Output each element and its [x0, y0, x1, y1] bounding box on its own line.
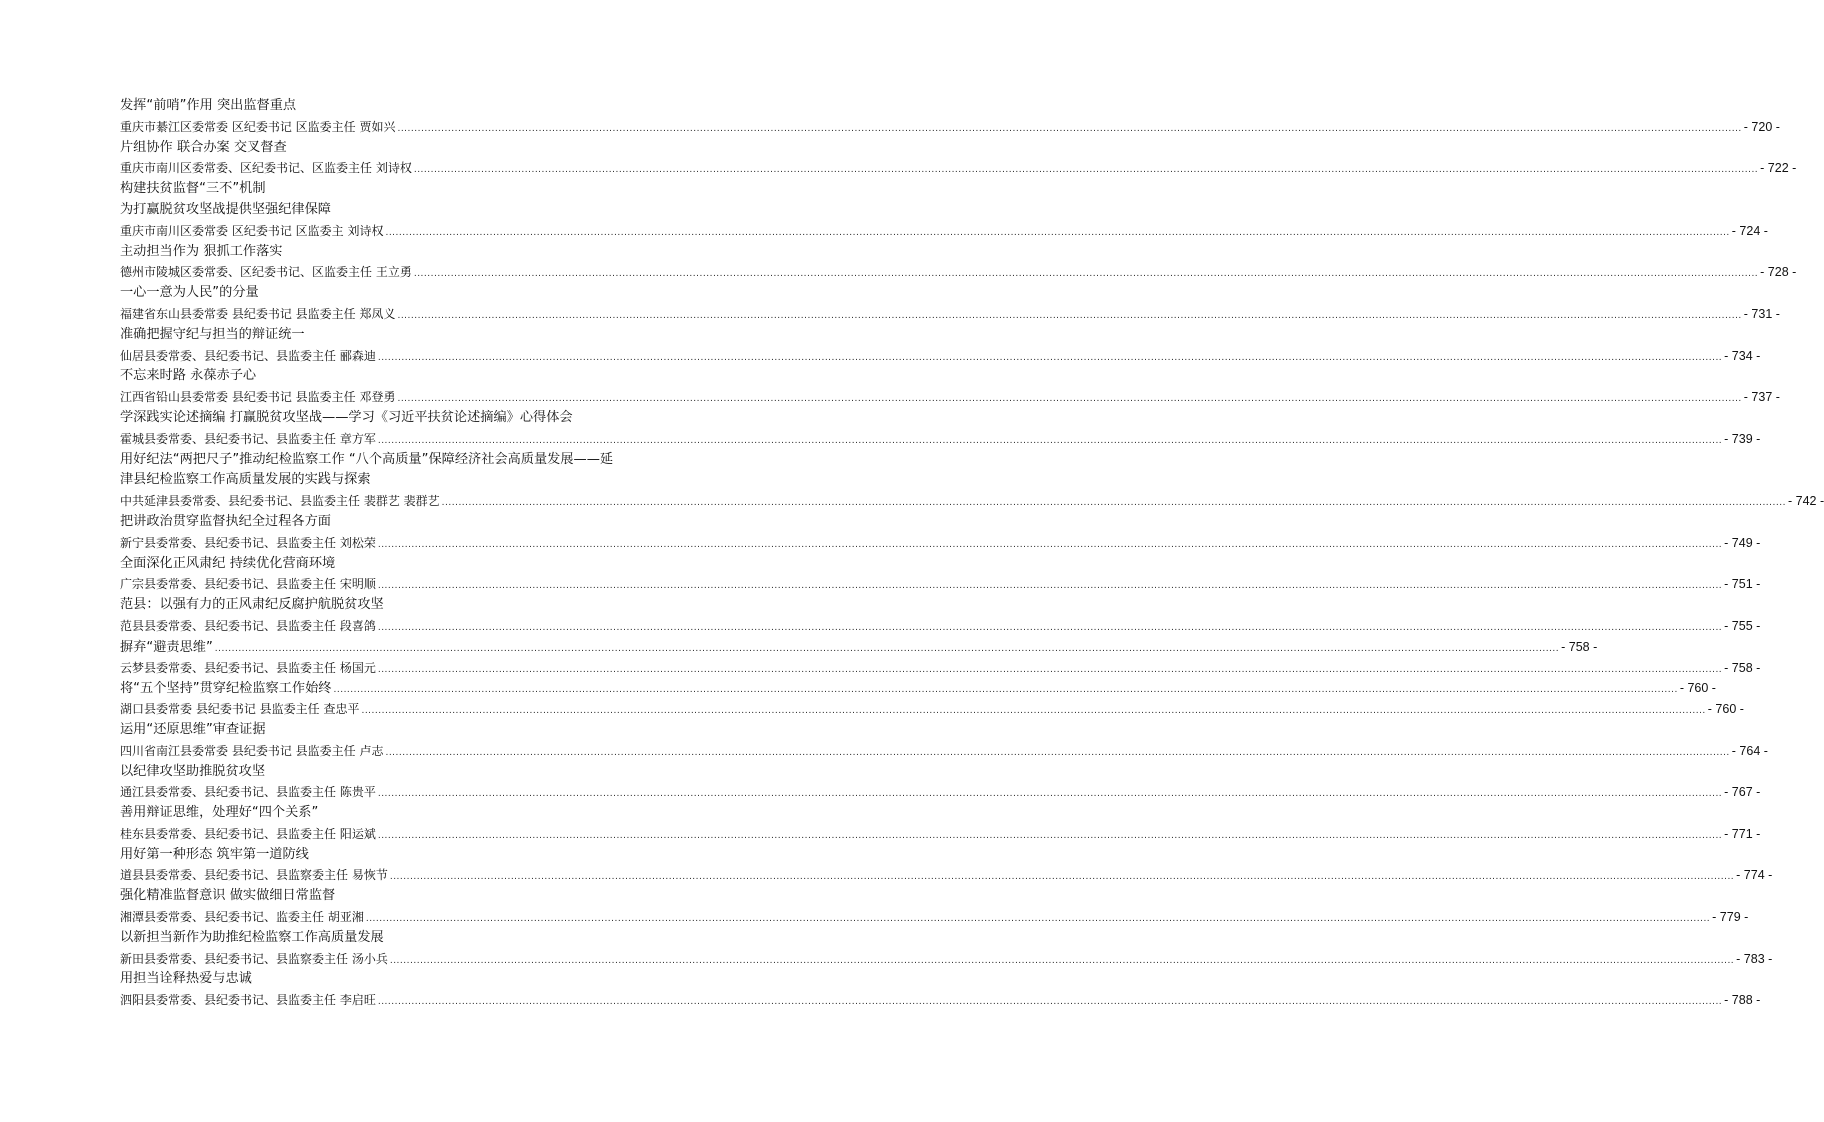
toc-entry-author[interactable] [120, 158, 1797, 179]
toc-page-number: - 760 - [1679, 681, 1716, 696]
toc-entry-title[interactable] [120, 969, 676, 990]
toc-entry-title[interactable] [120, 845, 676, 866]
toc-entry-title[interactable] [120, 470, 676, 491]
toc-page-number: - 764 - [1731, 743, 1768, 758]
toc-page-number: - 728 - [1760, 265, 1797, 280]
dot-leader: ................................................................................................................................................................................................................................................................................................................................................................................................................ [385, 227, 1730, 238]
dot-leader: ................................................................................................................................................................................................................................................................................................................................................................................................................ [377, 435, 1723, 446]
toc-page-number: - 731 - [1743, 306, 1780, 321]
toc-entry-author[interactable] [120, 533, 1761, 554]
toc-page-number: - 734 - [1724, 348, 1761, 363]
toc-entry-title[interactable] [120, 595, 676, 616]
dot-leader: ................................................................................................................................................................................................................................................................................................................................................................................................................ [361, 706, 1706, 717]
toc-title-text: 善用辩证思维，处理好“四个关系” [120, 805, 319, 821]
toc-entry-author[interactable] [120, 346, 1761, 367]
toc-page-number: - 779 - [1712, 910, 1749, 925]
toc-entry-author[interactable] [120, 117, 1780, 138]
toc-author-text: 重庆市綦江区委常委 区纪委书记 区监委主任 贾如兴 [120, 119, 396, 134]
toc-page-number: - 749 - [1724, 535, 1761, 550]
dot-leader: ................................................................................................................................................................................................................................................................................................................................................................................................................ [377, 539, 1723, 550]
toc-entry-author[interactable] [120, 824, 1761, 845]
toc-entry-author[interactable] [120, 574, 1761, 595]
toc-page-number: - 783 - [1736, 951, 1773, 966]
toc-entry-author[interactable] [120, 699, 1744, 720]
toc-entry-title[interactable] [120, 554, 676, 575]
toc-title-text: 用好第一种形态 筑牢第一道防线 [120, 846, 309, 862]
toc-page-number: - 758 - [1724, 660, 1761, 675]
toc-title-text: 将“五个坚持”贯穿纪检监察工作始终 [120, 681, 332, 697]
toc-author-text: 中共延津县委常委、县纪委书记、县监委主任 裴群艺 裴群艺 [120, 494, 440, 509]
toc-entry-title[interactable] [120, 762, 676, 783]
toc-entry-title[interactable] [120, 283, 676, 304]
toc-entry-title[interactable] [120, 450, 676, 471]
dot-leader: ................................................................................................................................................................................................................................................................................................................................................................................................................ [377, 830, 1723, 841]
toc-author-text: 泗阳县委常委、县纪委书记、县监委主任 李启旺 [120, 993, 376, 1008]
toc-author-text: 新田县委常委、县纪委书记、县监察委主任 汤小兵 [120, 951, 388, 966]
toc-title-text: 片组协作 联合办案 交叉督查 [120, 139, 287, 155]
toc-author-text: 重庆市南川区委常委 区纪委书记 区监委主 刘诗权 [120, 223, 384, 238]
toc-entry-author[interactable] [120, 387, 1780, 408]
toc-title-text: 用好纪法“两把尺子”推动纪检监察工作 “八个高质量”保障经济社会高质量发展——延 [120, 451, 614, 467]
toc-author-text: 湖口县委常委 县纪委书记 县监委主任 查忠平 [120, 702, 360, 717]
dot-leader: ................................................................................................................................................................................................................................................................................................................................................................................................................ [441, 498, 1786, 509]
toc-page-number: - 737 - [1743, 390, 1780, 405]
toc-entry-title[interactable] [120, 512, 676, 533]
toc-entry-title[interactable] [120, 200, 676, 221]
toc-title-text: 学深践实论述摘编 打赢脱贫攻坚战——学习《习近平扶贫论述摘编》心得体会 [120, 409, 573, 425]
dot-leader: ................................................................................................................................................................................................................................................................................................................................................................................................................ [397, 123, 1742, 134]
toc-title-text: 以纪律攻坚助推脱贫攻坚 [120, 763, 266, 779]
toc-title-text: 发挥“前哨”作用 突出监督重点 [120, 98, 297, 113]
toc-author-text: 江西省铅山县委常委 县纪委书记 县监委主任 邓登勇 [120, 390, 396, 405]
toc-title-text: 运用“还原思维”审查证据 [120, 721, 266, 737]
toc-page-number: - 760 - [1707, 702, 1744, 717]
toc-author-text: 德州市陵城区委常委、区纪委书记、区监委主任 王立勇 [120, 265, 412, 280]
toc-title-text: 津县纪检监察工作高质量发展的实践与探索 [120, 472, 371, 488]
toc-author-text: 桂东县委常委、县纪委书记、县监委主任 阳运斌 [120, 826, 376, 841]
toc-page-number: - 739 - [1724, 431, 1761, 446]
dot-leader: ................................................................................................................................................................................................................................................................................................................................................................................................................ [377, 789, 1723, 800]
toc-entry-author[interactable] [120, 616, 1761, 637]
toc-title-text: 不忘来时路 永葆赤子心 [120, 368, 257, 384]
toc-title-text: 构建扶贫监督“三不”机制 [120, 181, 266, 197]
toc-title-text: 范县：以强有力的正风肃纪反腐护航脱贫攻坚 [120, 597, 384, 613]
toc-entry-title[interactable] [120, 928, 676, 949]
dot-leader: ................................................................................................................................................................................................................................................................................................................................................................................................................ [377, 352, 1723, 363]
toc-entry-title[interactable] [120, 179, 676, 200]
toc-entry-author[interactable] [120, 429, 1761, 450]
toc-author-text: 湘潭县委常委、县纪委书记、监委主任 胡亚湘 [120, 910, 364, 925]
dot-leader: ................................................................................................................................................................................................................................................................................................................................................................................................................ [333, 685, 1678, 696]
dot-leader: ................................................................................................................................................................................................................................................................................................................................................................................................................ [377, 664, 1723, 675]
toc-page-number: - 722 - [1760, 161, 1797, 176]
toc-entry-author[interactable] [120, 491, 1824, 512]
table-of-contents [120, 96, 1824, 1011]
toc-page-number: - 720 - [1743, 119, 1780, 134]
toc-entry-author[interactable] [120, 990, 1761, 1011]
toc-entry-author[interactable] [120, 221, 1768, 242]
toc-title-text: 以新担当新作为助推纪检监察工作高质量发展 [120, 929, 384, 945]
dot-leader: ................................................................................................................................................................................................................................................................................................................................................................................................................ [377, 581, 1723, 592]
toc-author-text: 四川省南江县委常委 县纪委书记 县监委主任 卢志 [120, 743, 384, 758]
toc-entry-title[interactable] [120, 138, 676, 159]
toc-entry-author[interactable] [120, 949, 1773, 970]
toc-title-text: 把讲政治贯穿监督执纪全过程各方面 [120, 513, 331, 529]
dot-leader: ................................................................................................................................................................................................................................................................................................................................................................................................................ [389, 872, 1735, 883]
dot-leader: ................................................................................................................................................................................................................................................................................................................................................................................................................ [377, 997, 1723, 1008]
toc-entry-author[interactable] [120, 741, 1768, 762]
toc-author-text: 新宁县委常委、县纪委书记、县监委主任 刘松荣 [120, 535, 376, 550]
toc-page-number: - 788 - [1724, 993, 1761, 1008]
toc-page-number: - 724 - [1731, 223, 1768, 238]
toc-page-number: - 742 - [1787, 494, 1824, 509]
toc-entry-title[interactable] [120, 678, 1716, 699]
dot-leader: ................................................................................................................................................................................................................................................................................................................................................................................................................ [385, 747, 1730, 758]
toc-entry-title[interactable] [120, 96, 676, 117]
toc-page-number: - 771 - [1724, 826, 1761, 841]
toc-author-text: 云梦县委常委、县纪委书记、县监委主任 杨国元 [120, 660, 376, 675]
toc-title-text: 准确把握守纪与担当的辩证统一 [120, 326, 305, 342]
dot-leader: ................................................................................................................................................................................................................................................................................................................................................................................................................ [413, 269, 1759, 280]
toc-entry-author[interactable] [120, 865, 1773, 886]
toc-entry-author[interactable] [120, 907, 1749, 928]
toc-author-text: 仙居县委常委、县纪委书记、县监委主任 郦森迪 [120, 348, 376, 363]
toc-entry-author[interactable] [120, 262, 1797, 283]
toc-entry-author[interactable] [120, 658, 1761, 679]
toc-title-text: 一心一意为人民”的分量 [120, 285, 259, 301]
toc-author-text: 道县县委常委、县纪委书记、县监察委主任 易恢节 [120, 868, 388, 883]
toc-entry-author[interactable] [120, 782, 1761, 803]
toc-title-text: 强化精准监督意识 做实做细日常监督 [120, 888, 336, 904]
toc-title-text: 用担当诠释热爱与忠诚 [120, 971, 252, 987]
toc-author-text: 霍城县委常委、县纪委书记、县监委主任 章方军 [120, 431, 376, 446]
toc-author-text: 重庆市南川区委常委、区纪委书记、区监委主任 刘诗权 [120, 161, 412, 176]
toc-entry-title[interactable] [120, 408, 676, 429]
dot-leader: ................................................................................................................................................................................................................................................................................................................................................................................................................ [397, 310, 1742, 321]
toc-author-text: 福建省东山县委常委 县纪委书记 县监委主任 郑凤义 [120, 306, 396, 321]
toc-entry-author[interactable] [120, 304, 1780, 325]
toc-entry-title[interactable] [120, 720, 676, 741]
toc-page-number: - 767 - [1724, 785, 1761, 800]
toc-page-number: - 758 - [1561, 639, 1598, 654]
toc-page-number: - 755 - [1724, 618, 1761, 633]
toc-entry-title[interactable] [120, 366, 676, 387]
toc-page-number: - 751 - [1724, 577, 1761, 592]
dot-leader: ................................................................................................................................................................................................................................................................................................................................................................................................................ [413, 165, 1759, 176]
toc-author-text: 通江县委常委、县纪委书记、县监委主任 陈贵平 [120, 785, 376, 800]
toc-title-text: 为打赢脱贫攻坚战提供坚强纪律保障 [120, 201, 331, 217]
dot-leader: ................................................................................................................................................................................................................................................................................................................................................................................................................ [389, 955, 1735, 966]
toc-title-text: 全面深化正风肃纪 持续优化营商环境 [120, 555, 336, 571]
toc-title-text: 主动担当作为 狠抓工作落实 [120, 243, 283, 259]
dot-leader: ................................................................................................................................................................................................................................................................................................................................................................................................................ [365, 914, 1711, 925]
dot-leader: ................................................................................................................................................................................................................................................................................................................................................................................................................ [397, 394, 1742, 405]
dot-leader: ................................................................................................................................................................................................................................................................................................................................................................................................................ [214, 643, 1560, 654]
toc-entry-title[interactable] [120, 803, 676, 824]
toc-entry-title[interactable] [120, 242, 676, 263]
toc-author-text: 广宗县委常委、县纪委书记、县监委主任 宋明顺 [120, 577, 376, 592]
toc-title-text: 摒弃“避责思维” [120, 639, 213, 655]
toc-entry-title[interactable] [120, 637, 1598, 658]
toc-page-number: - 774 - [1736, 868, 1773, 883]
toc-entry-title[interactable] [120, 886, 676, 907]
dot-leader: ................................................................................................................................................................................................................................................................................................................................................................................................................ [377, 622, 1723, 633]
toc-entry-title[interactable] [120, 325, 676, 346]
toc-author-text: 范县县委常委、县纪委书记、县监委主任 段喜鸽 [120, 618, 376, 633]
